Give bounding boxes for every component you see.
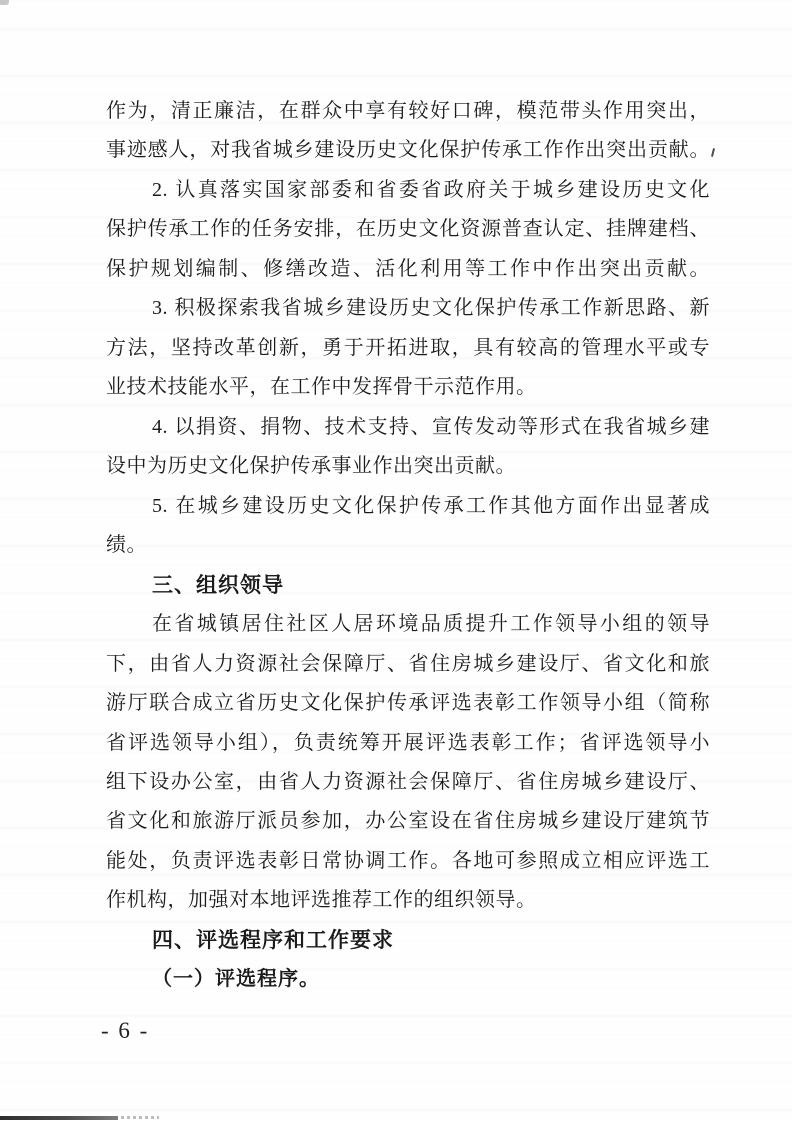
scan-stray-mark bbox=[711, 148, 715, 157]
paragraph-line: 下，由省人力资源社会保障厅、省住房城乡建设厅、省文化和旅 bbox=[106, 652, 710, 675]
paragraph-line: 绩。 bbox=[106, 534, 147, 557]
paragraph-line: 游厅联合成立省历史文化保护传承评选表彰工作领导小组（简称 bbox=[106, 692, 710, 715]
paragraph-line: 业技术技能水平，在工作中发挥骨干示范作用。 bbox=[106, 376, 537, 399]
paragraph-line: 能处，负责评选表彰日常协调工作。各地可参照成立相应评选工 bbox=[106, 849, 710, 872]
section-heading-3: 三、组织领导 bbox=[152, 573, 284, 597]
paragraph-line: 作机构，加强对本地评选推荐工作的组织领导。 bbox=[106, 889, 537, 912]
paragraph-line: 3. 积极探索我省城乡建设历史文化保护传承工作新思路、新 bbox=[152, 297, 710, 320]
paragraph-line: 在省城镇居住社区人居环境品质提升工作领导小组的领导 bbox=[152, 613, 710, 636]
paragraph-line: 设中为历史文化保护传承事业作出突出贡献。 bbox=[106, 455, 516, 478]
subsection-heading: （一）评选程序。 bbox=[152, 968, 320, 991]
document-body bbox=[106, 92, 710, 1000]
paragraph-line: 2. 认真落实国家部委和省委省政府关于城乡建设历史文化 bbox=[152, 178, 710, 201]
paragraph-line: 保护传承工作的任务安排，在历史文化资源普查认定、挂牌建档、 bbox=[106, 218, 710, 241]
scan-corner-smudge bbox=[0, 0, 9, 5]
scan-edge-bar bbox=[0, 1116, 118, 1120]
paragraph-line: 省评选领导小组），负责统筹开展评选表彰工作；省评选领导小 bbox=[106, 731, 710, 754]
paragraph-line: 组下设办公室，由省人力资源社会保障厅、省住房城乡建设厅、 bbox=[106, 770, 710, 793]
paragraph-line: 事迹感人，对我省城乡建设历史文化保护传承工作作出突出贡献。 bbox=[106, 139, 710, 162]
paragraph-line: 作为，清正廉洁，在群众中享有较好口碑，模范带头作用突出， bbox=[106, 100, 710, 122]
paragraph-line: 5. 在城乡建设历史文化保护传承工作其他方面作出显著成 bbox=[152, 494, 710, 517]
paragraph-line: 方法，坚持改革创新，勇于开拓进取，具有较高的管理水平或专 bbox=[106, 336, 710, 359]
paragraph-line: 4. 以捐资、捐物、技术支持、宣传发动等形式在我省城乡建 bbox=[152, 415, 710, 438]
page-number: - 6 - bbox=[101, 1018, 150, 1043]
paragraph-line: 保护规划编制、修缮改造、活化利用等工作中作出突出贡献。 bbox=[106, 257, 710, 280]
scan-edge-bar-tail bbox=[121, 1116, 159, 1119]
paragraph-line: 省文化和旅游厅派员参加，办公室设在省住房城乡建设厅建筑节 bbox=[106, 810, 710, 833]
section-heading-4: 四、评选程序和工作要求 bbox=[152, 928, 394, 952]
